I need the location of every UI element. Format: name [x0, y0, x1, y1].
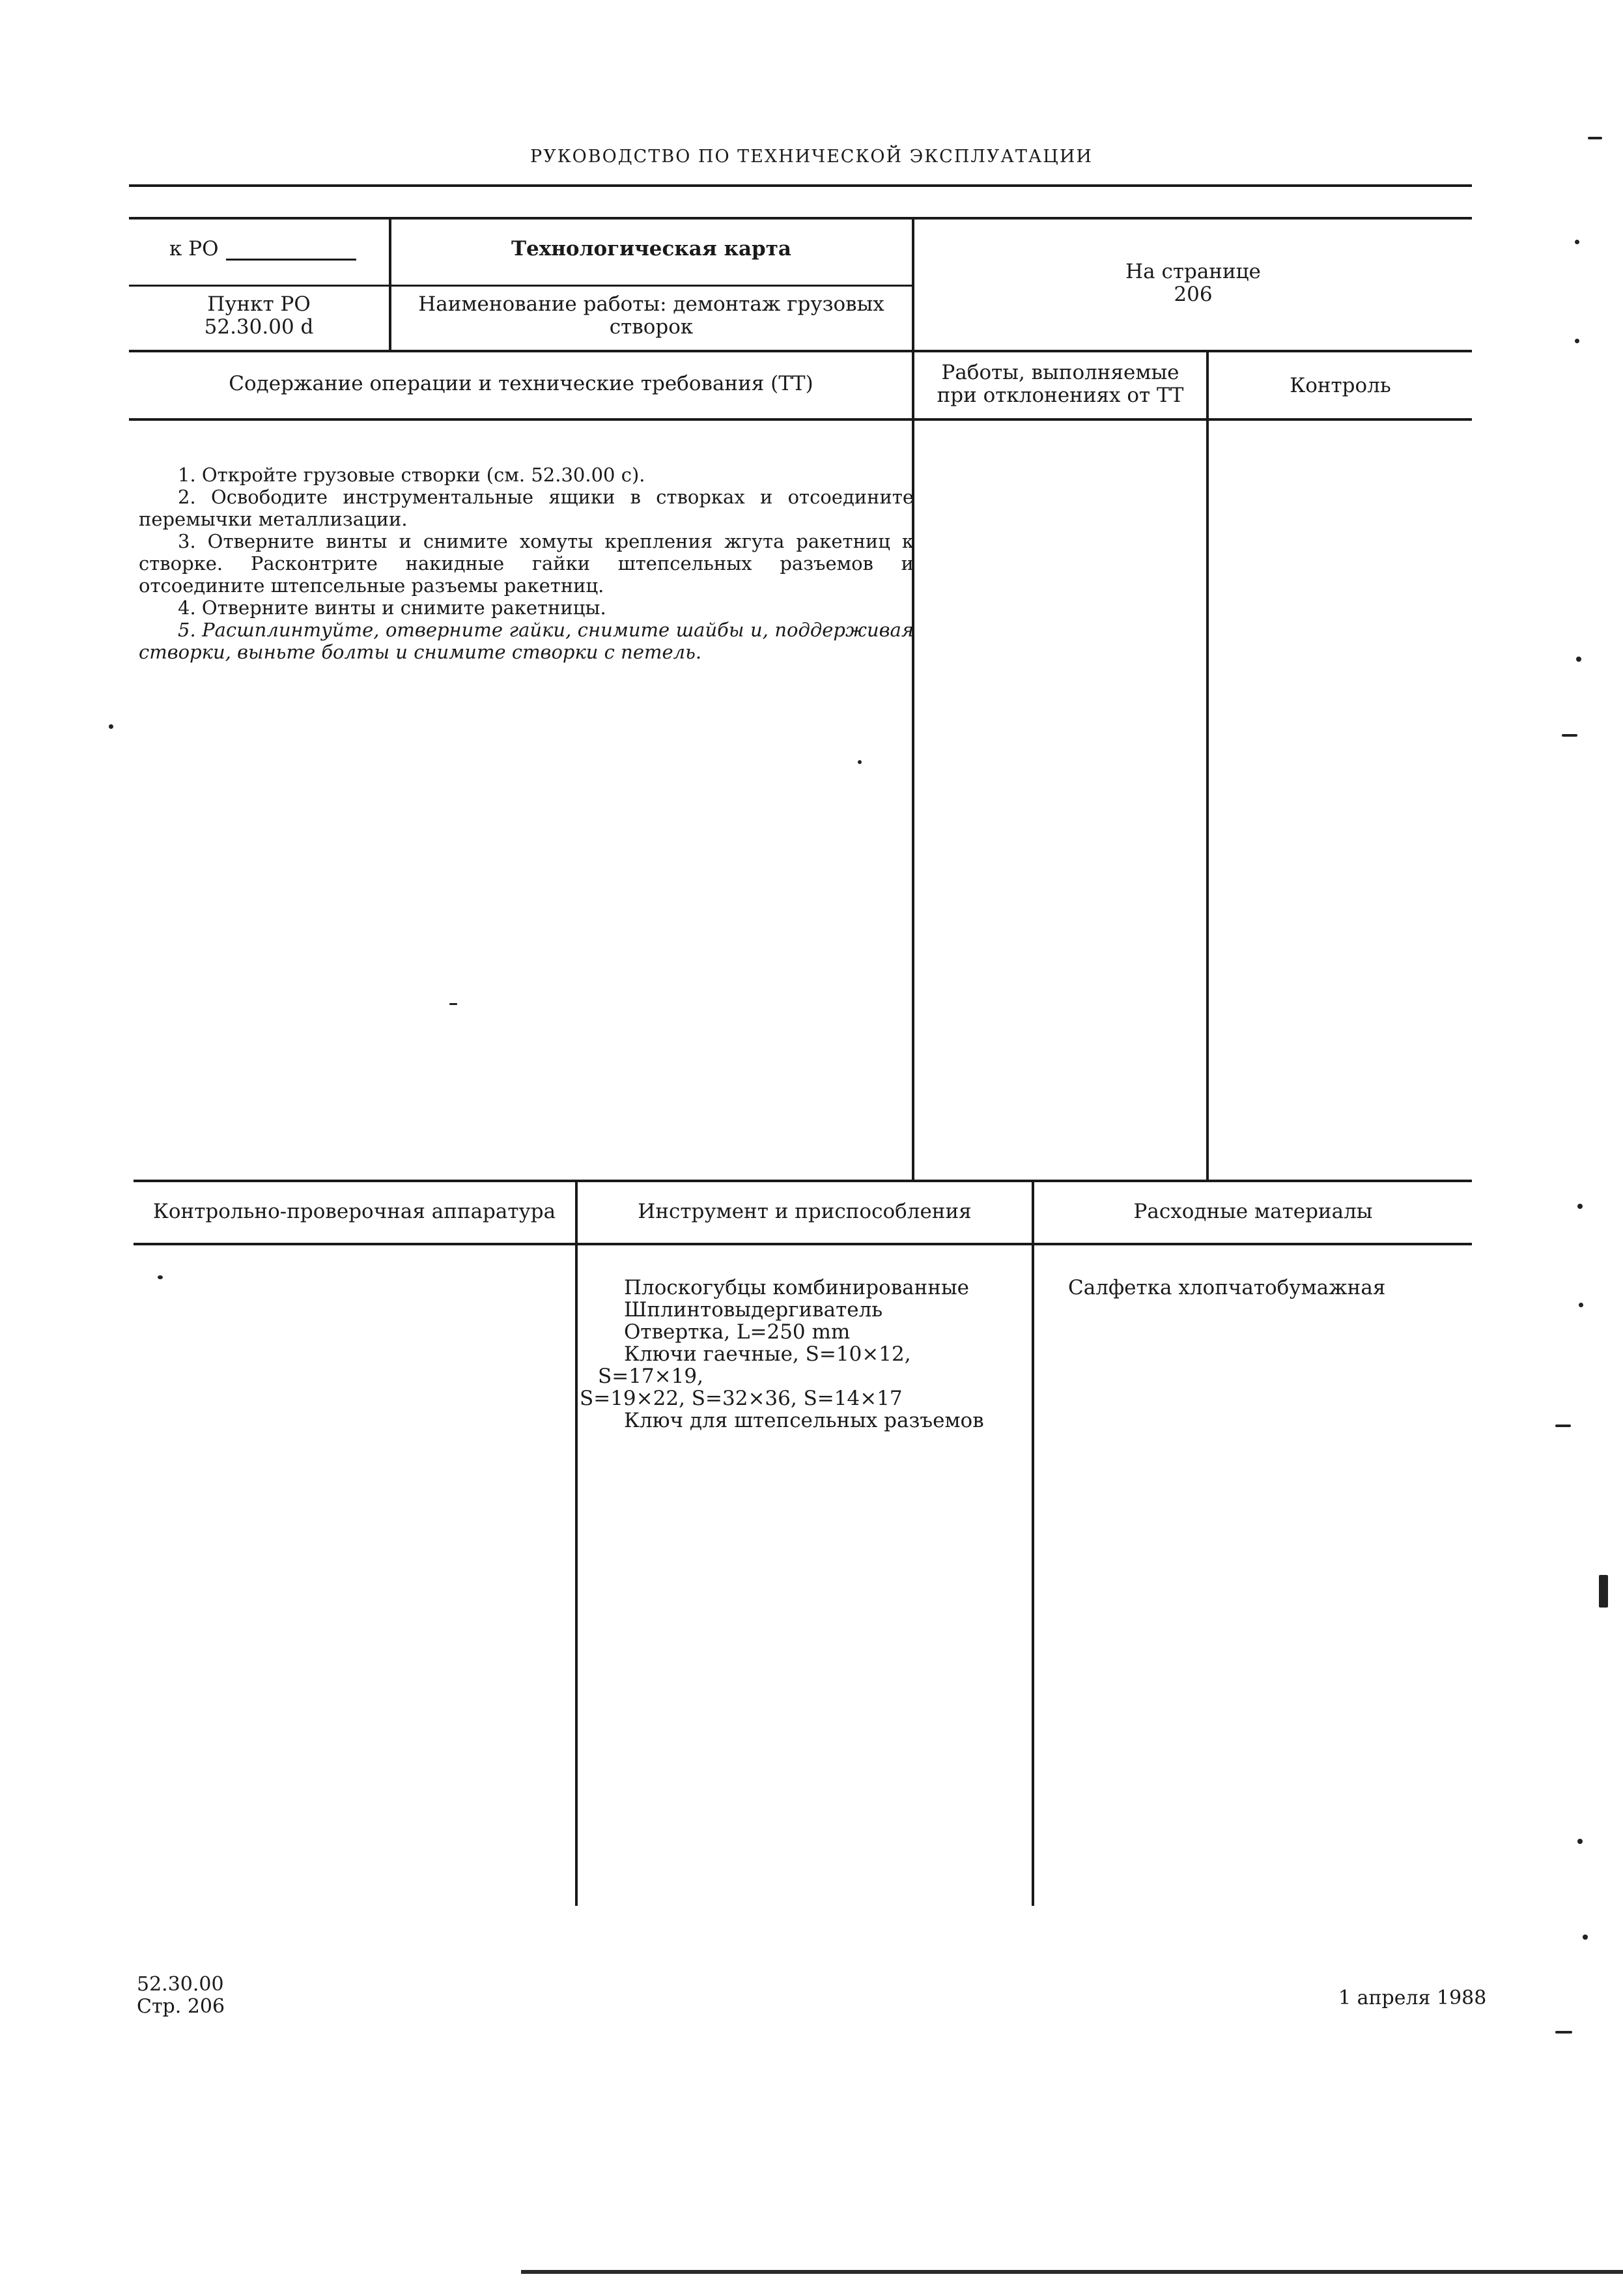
scan-speck	[1576, 657, 1581, 662]
operation-steps	[139, 464, 914, 663]
step-1: 1. Откройте грузовые створки (см. 52.30.00 с).	[178, 464, 645, 486]
work-name-line1: Наименование работы: демонтаж грузовых	[418, 292, 884, 316]
column-deviations-header	[914, 361, 1206, 407]
step-2: 2. Освободите инструментальные ящики в створках и отсоедините перемычки металлизации.	[139, 486, 914, 530]
column-divider-control	[1206, 350, 1209, 1181]
bottom-divider-1	[575, 1180, 578, 1906]
tool-item: Ключ для штепсельных разъемов	[624, 1409, 984, 1432]
tool-item: Шплинтовыдергиватель	[624, 1298, 883, 1322]
deviations-line2: при отклонениях от ТТ	[937, 384, 1184, 407]
scan-speck	[1588, 137, 1602, 139]
tools-list	[580, 1276, 1021, 1432]
scan-speck	[1555, 1424, 1571, 1427]
work-name-cell	[391, 293, 912, 339]
tool-item: Плоскогубцы комбинированные	[624, 1276, 969, 1299]
scan-speck	[1577, 1839, 1583, 1844]
page-label: На странице	[1125, 260, 1261, 283]
scan-speck	[449, 1003, 457, 1005]
scan-edge-line	[521, 2270, 1623, 2274]
consumables-list	[1068, 1277, 1385, 1299]
footer-page: Стр. 206	[137, 1995, 225, 2018]
tool-item: Ключи гаечные, S=10×12, S=17×19,	[598, 1342, 911, 1388]
ref-ro-underline	[226, 259, 356, 261]
work-name-line2: створок	[609, 315, 694, 339]
item-number: 52.30.00 d	[204, 315, 314, 339]
scan-speck	[1575, 339, 1579, 343]
tool-item: Отвертка, L=250 mm	[624, 1320, 851, 1344]
card-title: Технологическая карта	[511, 237, 792, 261]
ref-ro-cell	[130, 238, 427, 261]
column-header-bottom	[129, 418, 1472, 421]
ref-ro-label: к РО	[169, 237, 219, 261]
step-5: 5. Расшплинтуйте, отверните гайки, снимите шайбы и, поддерживая створки, выньте болты и снимите створки с петель.	[139, 619, 914, 663]
page-number: 206	[1174, 283, 1213, 306]
card-top-border	[129, 217, 1472, 220]
scan-speck	[1599, 1575, 1608, 1608]
scan-speck	[1575, 240, 1579, 244]
document-header-title: РУКОВОДСТВО ПО ТЕХНИЧЕСКОЙ ЭКСПЛУАТАЦИИ	[530, 147, 1093, 167]
column-control-header: Контроль	[1290, 374, 1391, 397]
card-mid-rule	[129, 285, 914, 287]
bottom-divider-2	[1032, 1180, 1034, 1906]
footer-date: 1 апреля 1988	[1338, 1987, 1487, 2009]
footer-section: 52.30.00	[137, 1973, 224, 1996]
apparatus-header: Контрольно-проверочная аппаратура	[152, 1200, 556, 1223]
step-4: 4. Отверните винты и снимите ракетницы.	[178, 597, 606, 619]
scan-speck	[1555, 2031, 1572, 2034]
scan-speck	[858, 760, 862, 764]
page-ref-cell	[914, 261, 1472, 306]
item-ro-cell	[130, 293, 388, 339]
footer-section-block	[137, 1974, 225, 2018]
scan-speck	[1562, 734, 1577, 737]
header-rule	[129, 184, 1472, 187]
column-content-header: Содержание операции и технические требования (ТТ)	[229, 372, 813, 395]
scan-speck	[109, 724, 113, 729]
consumables-header: Расходные материалы	[1133, 1200, 1373, 1223]
card-bottom-border	[129, 350, 1472, 352]
scan-speck	[1583, 1935, 1588, 1940]
scan-speck	[1577, 1204, 1583, 1209]
scan-speck	[1579, 1303, 1583, 1307]
deviations-line1: Работы, выполняемые	[941, 361, 1179, 384]
consumable-item: Салфетка хлопчатобумажная	[1068, 1276, 1386, 1299]
bottom-table-top-border	[134, 1180, 1472, 1182]
bottom-table-header-rule	[134, 1243, 1472, 1245]
tool-item: S=19×22, S=32×36, S=14×17	[580, 1387, 903, 1410]
scan-speck	[158, 1275, 163, 1279]
step-3: 3. Отверните винты и снимите хомуты крепления жгута ракетниц к створке. Расконтрите накидные гайки штепсельных разъемов и отсоедините штепсельные разъемы ракетниц.	[139, 530, 914, 597]
item-label: Пункт РО	[207, 292, 311, 316]
tools-header: Инструмент и приспособления	[638, 1200, 972, 1223]
